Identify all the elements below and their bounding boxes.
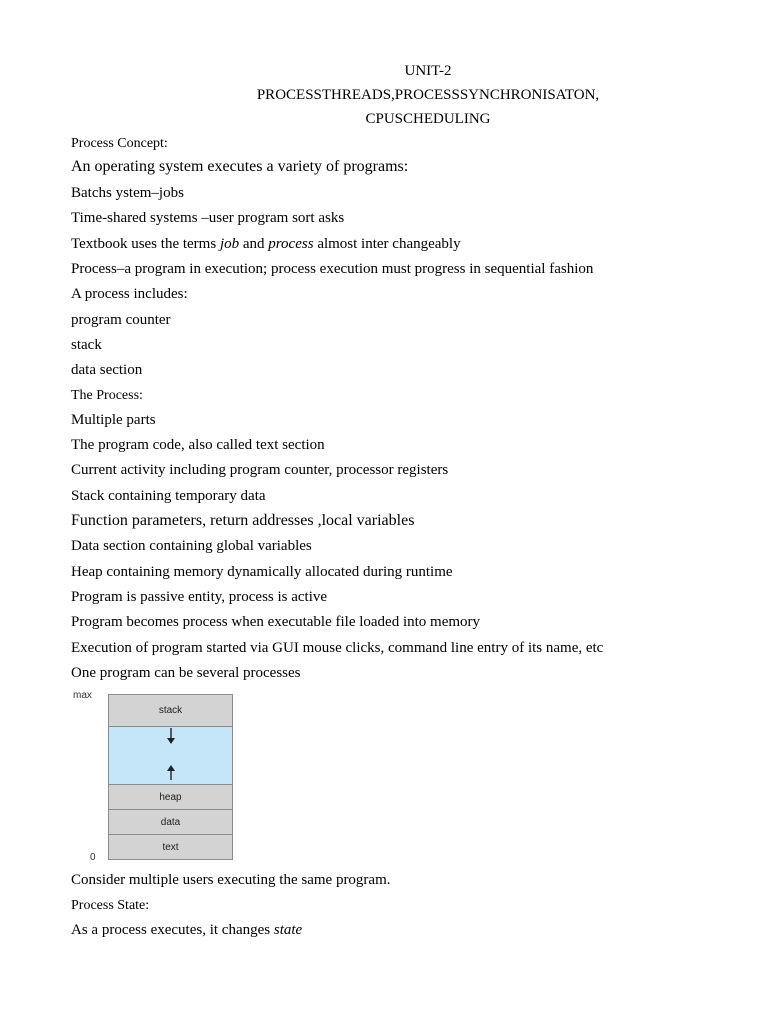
diagram-zero-label: 0 bbox=[90, 852, 96, 863]
section-heading-process-state: Process State: bbox=[71, 898, 150, 913]
text-line bbox=[71, 921, 302, 939]
text-line: Stack containing temporary data bbox=[71, 488, 266, 504]
text-line: Multiple parts bbox=[71, 412, 156, 428]
section-heading-process-concept: Process Concept: bbox=[71, 136, 168, 151]
text-line: stack bbox=[71, 337, 102, 353]
text-line: Program is passive entity, process is active bbox=[71, 589, 328, 605]
data-segment: data bbox=[108, 809, 233, 835]
stack-segment: stack bbox=[108, 694, 233, 727]
text-line: Program becomes process when executable file loaded into memory bbox=[71, 614, 481, 630]
section-heading-the-process: The Process: bbox=[71, 388, 143, 403]
text-fragment: As a process executes, it changes bbox=[71, 922, 274, 938]
text-fragment: and bbox=[239, 236, 269, 252]
unit-subtitle-line2: CPUSCHEDULING bbox=[365, 111, 491, 127]
heap-segment: heap bbox=[108, 784, 233, 810]
text-fragment: almost inter changeably bbox=[313, 236, 461, 252]
text-line: Current activity including program counter, processor registers bbox=[71, 462, 449, 478]
text-line: Batchs ystem–jobs bbox=[71, 185, 184, 201]
text-line: program counter bbox=[71, 312, 171, 328]
text-line: Consider multiple users executing the same program. bbox=[71, 872, 391, 888]
text-line: Function parameters, return addresses ,local variables bbox=[71, 512, 415, 529]
diagram-max-label: max bbox=[73, 690, 92, 701]
text-line: data section bbox=[71, 362, 143, 378]
italic-term-job: job bbox=[219, 236, 240, 252]
unit-title: UNIT-2 bbox=[404, 63, 452, 79]
text-line: Heap containing memory dynamically allocated during runtime bbox=[71, 564, 453, 580]
heap-growth-arrow-icon bbox=[164, 726, 178, 784]
text-line: Execution of program started via GUI mouse clicks, command line entry of its name, etc bbox=[71, 640, 604, 656]
italic-term-state: state bbox=[273, 922, 303, 938]
text-line: Time-shared systems –user program sort asks bbox=[71, 210, 345, 226]
text-line bbox=[71, 235, 461, 253]
text-line: Process–a program in execution; process execution must progress in sequential fashion bbox=[71, 261, 594, 277]
italic-term-process: process bbox=[268, 236, 314, 252]
text-line: The program code, also called text section bbox=[71, 437, 325, 453]
unit-subtitle-line1: PROCESSTHREADS,PROCESSSYNCHRONISATON, bbox=[256, 87, 600, 103]
text-fragment: Textbook uses the terms bbox=[71, 236, 220, 252]
text-segment: text bbox=[108, 834, 233, 860]
process-memory-diagram bbox=[108, 694, 233, 859]
text-line: A process includes: bbox=[71, 286, 188, 302]
text-line: Data section containing global variables bbox=[71, 538, 312, 554]
text-line: An operating system executes a variety of programs: bbox=[71, 158, 409, 175]
text-line: One program can be several processes bbox=[71, 665, 301, 681]
